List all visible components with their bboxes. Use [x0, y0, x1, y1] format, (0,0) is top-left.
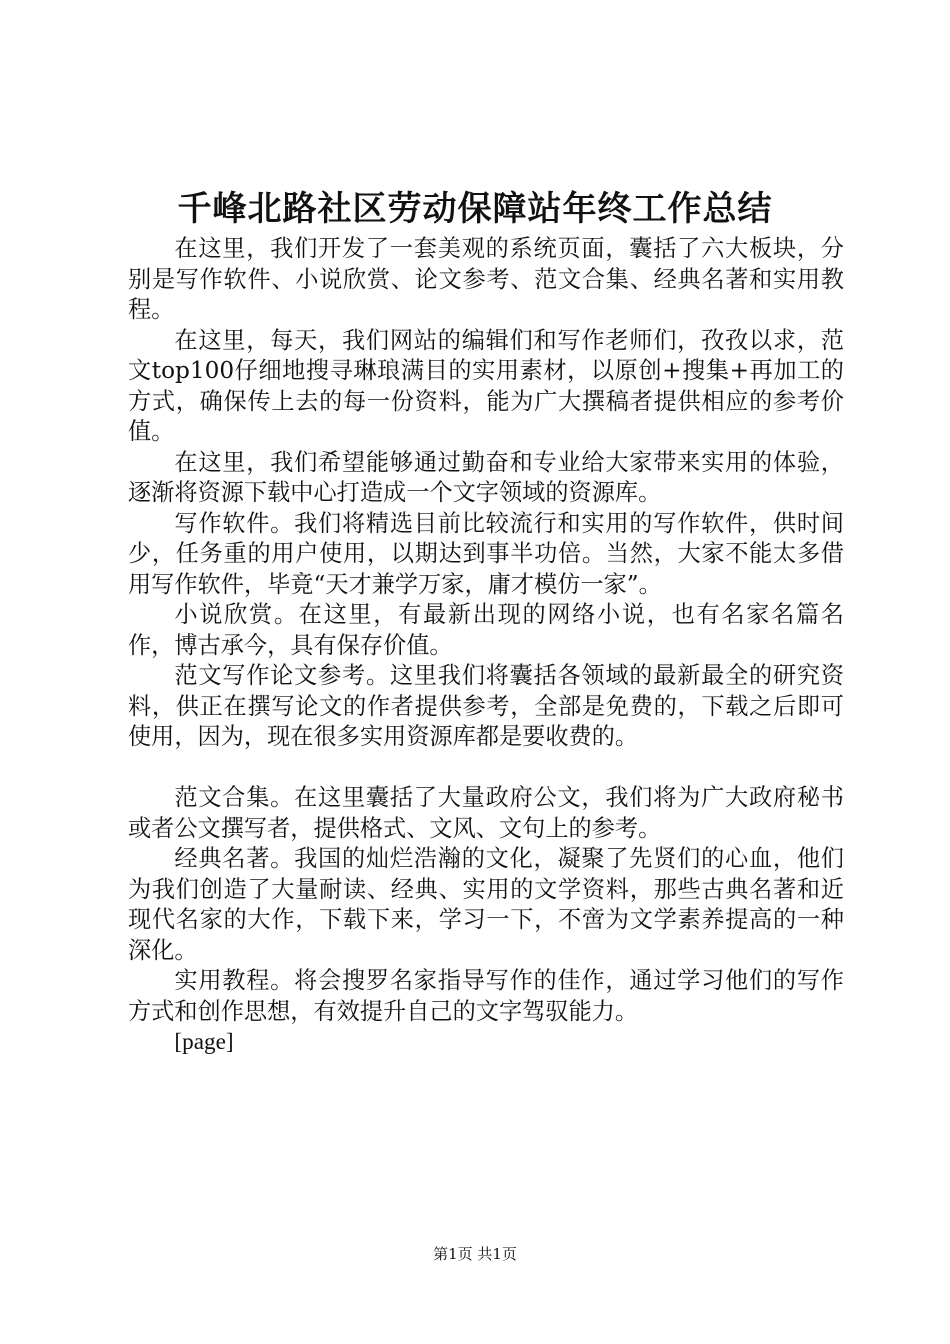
page-footer: 第1页 共1页 — [433, 1245, 517, 1263]
document-body — [128, 234, 844, 1058]
page-tag: [page] — [174, 1029, 234, 1055]
paragraph-daily-work: 在这里，每天，我们网站的编辑们和写作老师们，孜孜以求，范文top100仔细地搜寻琳琅满目的实用素材，以原创+搜集+再加工的方式，确保传上去的每一份资料，能为广大撰稿者提供相应的参考价值。 — [128, 326, 844, 445]
paragraph-hope: 在这里，我们希望能够通过勤奋和专业给大家带来实用的体验，逐渐将资源下载中心打造成一个文字领域的资源库。 — [128, 448, 844, 506]
paragraph-collections: 范文合集。在这里囊括了大量政府公文，我们将为广大政府秘书或者公文撰写者，提供格式、文风、文句上的参考。 — [128, 784, 844, 842]
paragraph-classics: 经典名著。我国的灿烂浩瀚的文化，凝聚了先贤们的心血，他们为我们创造了大量耐读、经典、实用的文学资料，那些古典名著和近现代名家的大作，下载下来，学习一下，不啻为文学素养提高的一种深化。 — [128, 845, 844, 964]
document-title: 千峰北路社区劳动保障站年终工作总结 — [177, 189, 773, 229]
paragraph-tutorials: 实用教程。将会搜罗名家指导写作的佳作，通过学习他们的写作方式和创作思想，有效提升自己的文字驾驭能力。 — [128, 967, 844, 1025]
paragraph-papers: 范文写作论文参考。这里我们将囊括各领域的最新最全的研究资料，供正在撰写论文的作者提供参考，全部是免费的，下载之后即可使用，因为，现在很多实用资源库都是要收费的。 — [128, 662, 844, 750]
paragraph-writing-software: 写作软件。我们将精选目前比较流行和实用的写作软件，供时间少，任务重的用户使用，以期达到事半功倍。当然，大家不能太多借用写作软件，毕竟“天才兼学万家，庸才模仿一家”。 — [128, 509, 844, 598]
paragraph-novels: 小说欣赏。在这里，有最新出现的网络小说，也有名家名篇名作，博古承今，具有保存价值。 — [128, 601, 844, 659]
paragraph-intro: 在这里，我们开发了一套美观的系统页面，囊括了六大板块，分别是写作软件、小说欣赏、论文参考、范文合集、经典名著和实用教程。 — [128, 235, 844, 323]
